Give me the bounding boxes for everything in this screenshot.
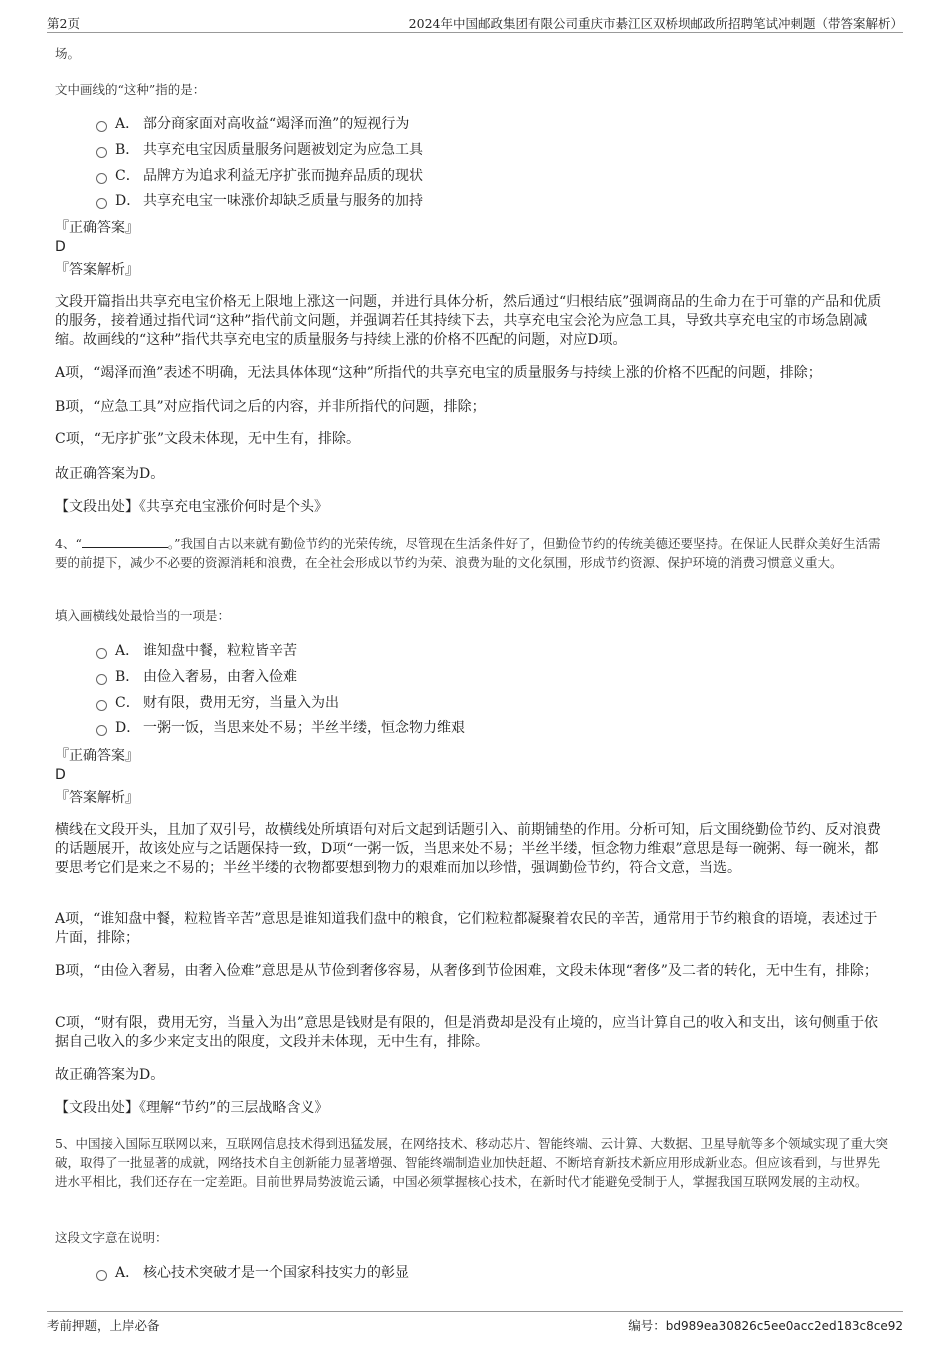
q3-option-b[interactable]: B． 共享充电宝因质量服务问题被划定为应急工具 — [96, 140, 423, 160]
q4-option-b[interactable]: B． 由俭入奢易，由奢入俭难 — [96, 667, 297, 687]
q4-option-c[interactable]: C． 财有限，费用无穷，当量入为出 — [96, 693, 339, 713]
q3-analysis-paragraph: C项，“无序扩张”文段未体现，无中生有，排除。 — [55, 431, 361, 447]
document-title: 2024年中国邮政集团有限公司重庆市綦江区双桥坝邮政所招聘笔试冲刺题（带答案解析） — [408, 16, 903, 31]
q3-analysis-paragraph: 文段开篇指出共享充电宝价格无上限地上涨这一问题，并进行具体分析，然后通过“归根结底”强调商品的生命力在于可靠的产品和优质的服务，接着通过指代词“这种”指代前文问题，并强调若任其持续下去，共享充电宝会沦为应急工具，导致共享充电宝的市场急剧减缩。故画线的“这种”指代共享充电宝的质量服务与持续上涨的价格不匹配的问题，对应D项。 — [55, 294, 882, 348]
q4-prompt: 填入画横线处最恰当的一项是： — [55, 608, 231, 623]
radio-button-icon[interactable] — [96, 674, 107, 685]
q4-analysis-paragraph: B项，“由俭入奢易，由奢入俭难”意思是从节俭到奢侈容易，从奢侈到节俭困难，文段未体现“奢侈”及二者的转化，无中生有，排除； — [55, 963, 878, 979]
q4-analysis-paragraph: C项，“财有限，费用无穷，当量入为出”意思是钱财是有限的，但是消费却是没有止境的，应当计算自己的收入和支出，该句侧重于依据自己收入的多少来定支出的限度，文段并未体现，无中生有，排除。 — [55, 1015, 879, 1050]
radio-button-icon[interactable] — [96, 173, 107, 184]
q3-analysis-label: 『答案解析』 — [55, 262, 139, 278]
answer-blank — [82, 535, 168, 548]
radio-button-icon[interactable] — [96, 198, 107, 209]
q4-option-a[interactable]: A． 谁知盘中餐，粒粒皆辛苦 — [96, 641, 297, 661]
q4-option-d[interactable]: D． 一粥一饭，当思来处不易；半丝半缕，恒念物力维艰 — [96, 718, 465, 738]
radio-button-icon[interactable] — [96, 1270, 107, 1281]
q4-source: 【文段出处】《理解“节约”的三层战略含义》 — [55, 1100, 329, 1116]
q3-stem-tail: 场。 — [55, 46, 81, 61]
q3-analysis-paragraph: B项，“应急工具”对应指代词之后的内容，并非所指代的问题，排除； — [55, 399, 486, 415]
q4-answer-label: 『正确答案』 — [55, 748, 139, 764]
q4-analysis-conclusion: 故正确答案为D。 — [55, 1067, 165, 1083]
radio-button-icon[interactable] — [96, 700, 107, 711]
radio-button-icon[interactable] — [96, 648, 107, 659]
q3-analysis-conclusion: 故正确答案为D。 — [55, 466, 165, 482]
q3-prompt: 文中画线的“这种”指的是： — [55, 82, 206, 97]
q4-stem: 4、“ 。”我国自古以来就有勤俭节约的光荣传统，尽管现在生活条件好了，但勤俭节约的传统美德还要坚持。在保证人民群众美好生活需要的前提下，减少不必要的资源消耗和浪费，在全社会形成以节约为荣、浪费为耻的文化氛围，形成节约资源、保护环境的消费习惯意义重大。 — [55, 536, 881, 570]
page-number: 第2页 — [47, 16, 80, 31]
q3-analysis-paragraph: A项，“竭泽而渔”表述不明确，无法具体体现“这种”所指代的共享充电宝的质量服务与持续上涨的价格不匹配的问题，排除； — [55, 365, 822, 381]
q3-option-c[interactable]: C． 品牌方为追求利益无序扩张而抛弃品质的现状 — [96, 166, 423, 186]
footer-slogan: 考前押题，上岸必备 — [47, 1318, 160, 1333]
q4-answer: D — [55, 767, 66, 783]
q4-analysis-paragraph: 横线在文段开头，且加了双引号，故横线处所填语句对后文起到话题引入、前期铺垫的作用。分析可知，后文围绕勤俭节约、反对浪费的话题展开，故该处应与之话题保持一致，D项“一粥一饭，当思来处不易；半丝半缕，恒念物力维艰”意思是每一碗粥、每一碗米，都要思考它们是来之不易的；半丝半缕的衣物都要想到物力的艰难而加以珍惜，强调勤俭节约，符合文意，当选。 — [55, 822, 881, 876]
q3-answer: D — [55, 239, 66, 255]
q3-source: 【文段出处】《共享充电宝涨价何时是个头》 — [55, 499, 328, 515]
radio-button-icon[interactable] — [96, 147, 107, 158]
q3-answer-label: 『正确答案』 — [55, 220, 139, 236]
radio-button-icon[interactable] — [96, 725, 107, 736]
q3-option-d[interactable]: D． 共享充电宝一味涨价却缺乏质量与服务的加持 — [96, 191, 423, 211]
q3-option-a[interactable]: A． 部分商家面对高收益“竭泽而渔”的短视行为 — [96, 114, 409, 134]
q5-prompt: 这段文字意在说明： — [55, 1230, 168, 1245]
q4-analysis-label: 『答案解析』 — [55, 790, 139, 806]
page-footer — [47, 1311, 903, 1336]
q5-stem: 5、中国接入国际互联网以来，互联网信息技术得到迅猛发展，在网络技术、移动芯片、智能终端、云计算、大数据、卫星导航等多个领域实现了重大突破，取得了一批显著的成就，网络技术自主创新能力显著增强、智能终端制造业加快赶超、不断培育新技术新应用形成新业态。但应该看到，与世界先进水平相比，我们还存在一定差距。目前世界局势波诡云谲，中国必须掌握核心技术，在新时代才能避免受制于人，掌握我国互联网发展的主动权。 — [55, 1136, 888, 1189]
document-code: 编号：bd989ea30826c5ee0acc2ed183c8ce92 — [628, 1318, 903, 1333]
page-header — [47, 10, 903, 33]
q5-option-a[interactable]: A． 核心技术突破才是一个国家科技实力的彰显 — [96, 1263, 409, 1283]
q4-analysis-paragraph: A项，“谁知盘中餐，粒粒皆辛苦”意思是谁知道我们盘中的粮食，它们粒粒都凝聚着农民的辛苦，通常用于节约粮食的语境，表述过于片面，排除； — [55, 911, 878, 946]
radio-button-icon[interactable] — [96, 121, 107, 132]
